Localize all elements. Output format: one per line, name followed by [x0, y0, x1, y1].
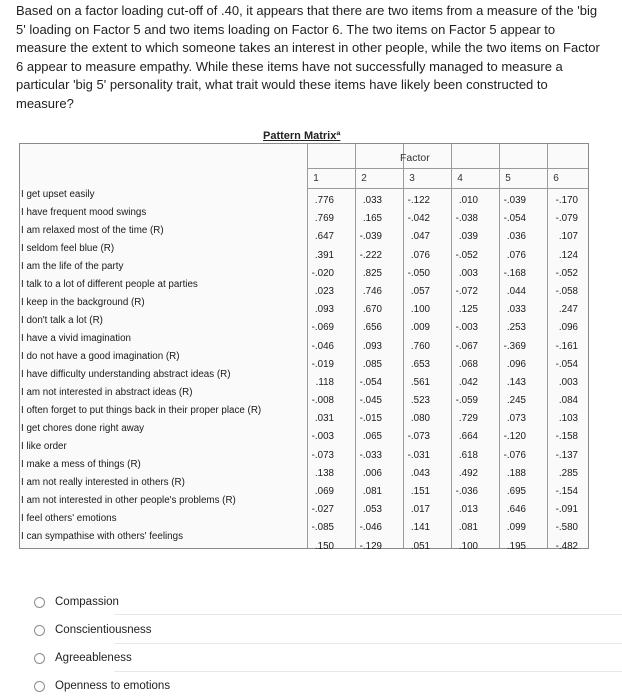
loading-value: -.015	[359, 413, 382, 425]
loading-value: .017	[410, 504, 430, 516]
loading-value: .141	[410, 522, 430, 534]
loading-value: .245	[506, 395, 526, 407]
item-label: I am not interested in other people's problems (R)	[21, 495, 236, 506]
option-label: Agreeableness	[55, 652, 132, 664]
option-openness-to-emotions[interactable]	[34, 676, 594, 696]
loading-value: .391	[314, 249, 334, 261]
loading-value: .195	[506, 540, 526, 552]
loading-value: -.020	[311, 267, 334, 279]
loading-value: .100	[410, 304, 430, 316]
item-label: I am the life of the party	[21, 261, 124, 272]
loading-value: .118	[315, 376, 334, 388]
loading-value: .561	[410, 376, 430, 388]
loading-value: -.054	[359, 376, 382, 388]
loading-value: -.154	[555, 486, 578, 497]
loading-value: -.003	[311, 431, 334, 443]
loading-value: -.045	[359, 395, 382, 407]
loading-value: .080	[410, 413, 430, 425]
loading-value: .695	[506, 486, 526, 497]
loading-value: .653	[410, 358, 430, 370]
loading-value: .096	[558, 322, 578, 334]
loading-value: .043	[410, 467, 430, 479]
column-header-1: 1	[313, 173, 319, 184]
loading-value: .081	[362, 486, 382, 497]
loading-value: .285	[558, 467, 578, 479]
loading-value: .647	[314, 231, 334, 243]
loading-value: .776	[314, 195, 334, 206]
item-label: I seldom feel blue (R)	[21, 243, 115, 254]
option-label: Openness to emotions	[55, 680, 171, 692]
loading-value: -.170	[555, 195, 578, 206]
loading-value: .010	[458, 195, 478, 206]
table-divider	[307, 168, 588, 169]
item-label: I have difficulty understanding abstract ideas (R)	[21, 369, 231, 380]
factor-4-values	[440, 192, 478, 556]
item-label: I often forget to put things back in their proper place (R)	[21, 405, 262, 416]
option-divider	[114, 614, 622, 615]
factor-2-values	[344, 192, 382, 556]
loading-value: .107	[558, 231, 578, 243]
loading-value: .143	[506, 376, 526, 388]
loading-value: .150	[314, 540, 334, 552]
loading-value: .065	[362, 431, 382, 443]
radio-button[interactable]	[34, 681, 45, 692]
loading-value: -.052	[555, 267, 578, 279]
loading-value: .100	[458, 540, 478, 552]
loading-value: .003	[558, 376, 578, 388]
loading-value: -.122	[407, 195, 430, 206]
loading-value: .031	[314, 413, 334, 425]
loading-value: .023	[314, 285, 334, 297]
loading-value: .047	[410, 231, 430, 243]
loading-value: -.036	[455, 486, 478, 497]
loading-value: .729	[458, 413, 478, 425]
loading-value: -.158	[555, 431, 578, 443]
radio-button[interactable]	[34, 653, 45, 664]
loading-value: -.033	[359, 449, 382, 461]
loading-value: -.039	[359, 231, 382, 243]
pattern-matrix-title: Pattern Matrixª	[263, 130, 341, 142]
loading-value: .039	[458, 231, 478, 243]
option-compassion[interactable]	[34, 592, 594, 612]
loading-value: -.076	[503, 449, 526, 461]
item-label: I am relaxed most of the time (R)	[21, 225, 164, 236]
loading-value: .006	[362, 467, 382, 479]
item-label: I am not interested in abstract ideas (R)	[21, 387, 193, 398]
item-label: I don't talk a lot (R)	[21, 315, 103, 326]
loading-value: -.019	[311, 358, 334, 370]
loading-value: -.091	[555, 504, 578, 516]
loading-value: .076	[410, 249, 430, 261]
loading-value: -.072	[455, 285, 478, 297]
factor-6-values	[536, 192, 578, 556]
loading-value: .003	[458, 267, 478, 279]
loading-value: .670	[362, 304, 382, 316]
loading-value: -.046	[311, 340, 334, 352]
column-header-6: 6	[553, 173, 559, 184]
loading-value: -.050	[407, 267, 430, 279]
loading-value: .033	[506, 304, 526, 316]
loading-value: -.079	[555, 213, 578, 225]
loading-value: .746	[362, 285, 382, 297]
loading-value: .042	[458, 376, 478, 388]
loading-value: .124	[558, 249, 578, 261]
loading-value: .013	[458, 504, 478, 516]
loading-value: -.038	[455, 213, 478, 225]
loading-value: -.580	[555, 522, 578, 534]
loading-value: .769	[314, 213, 334, 225]
loading-value: .664	[458, 431, 478, 443]
column-header-5: 5	[505, 173, 511, 184]
loading-value: -.052	[455, 249, 478, 261]
loading-value: .057	[410, 285, 430, 297]
item-label: I talk to a lot of different people at parties	[21, 279, 198, 290]
option-label: Conscientiousness	[55, 624, 152, 636]
loading-value: .009	[410, 322, 430, 334]
loading-value: .103	[558, 413, 578, 425]
loading-value: -.042	[407, 213, 430, 225]
radio-button[interactable]	[34, 625, 45, 636]
radio-button[interactable]	[34, 597, 45, 608]
item-label: I get chores done right away	[21, 423, 145, 434]
loading-value: -.046	[359, 522, 382, 534]
loading-value: -.069	[311, 322, 334, 334]
loading-value: .188	[506, 467, 526, 479]
loading-value: .096	[506, 358, 526, 370]
column-header-4: 4	[457, 173, 463, 184]
item-label: I like order	[21, 441, 67, 452]
loading-value: .085	[362, 358, 382, 370]
option-agreeableness[interactable]	[34, 648, 594, 668]
loading-value: .138	[314, 467, 334, 479]
loading-value: .053	[362, 504, 382, 516]
loading-value: .081	[458, 522, 478, 534]
loading-value: .044	[506, 285, 526, 297]
loading-value: .051	[410, 540, 430, 552]
item-label: I can sympathise with others' feelings	[21, 531, 183, 542]
option-divider	[114, 671, 622, 672]
loading-value: -.059	[455, 395, 478, 407]
loading-value: .656	[362, 322, 382, 334]
item-label: I have a vivid imagination	[21, 333, 132, 344]
loading-value: .618	[458, 449, 478, 461]
loading-value: .646	[506, 504, 526, 516]
loading-value: .523	[410, 395, 430, 407]
loading-value: .151	[410, 486, 430, 497]
factor-header: Factor	[400, 152, 430, 164]
option-divider	[114, 643, 622, 644]
factor-5-values	[488, 192, 526, 556]
loading-value: -.120	[503, 431, 526, 443]
loading-value: -.031	[407, 449, 430, 461]
loading-value: .253	[506, 322, 526, 334]
table-divider	[307, 188, 588, 189]
loading-value: .093	[314, 304, 334, 316]
loading-value: -.073	[407, 431, 430, 443]
item-label: I keep in the background (R)	[21, 297, 145, 308]
item-label: I have frequent mood swings	[21, 207, 147, 218]
loading-value: -.168	[503, 267, 526, 279]
loading-value: .125	[458, 304, 478, 316]
loading-value: -.067	[455, 340, 478, 352]
column-header-3: 3	[409, 173, 415, 184]
loading-value: .069	[314, 486, 334, 497]
loading-value: -.027	[311, 504, 334, 516]
item-label: I get upset easily	[21, 189, 95, 200]
option-conscientiousness[interactable]	[34, 620, 594, 640]
loading-value: -.008	[311, 395, 334, 407]
loading-value: .036	[506, 231, 526, 243]
loading-value: .825	[362, 267, 382, 279]
loading-value: -.085	[311, 522, 334, 534]
loading-value: .165	[362, 213, 382, 225]
loading-value: -.137	[555, 449, 578, 461]
loading-value: .093	[362, 340, 382, 352]
question-text: Based on a factor loading cut-off of .40, it appears that there are two items from a measure of the 'big 5' loading on Factor 5 and two items loading on Factor 6. The two items on Factor 5 appear to measure the extent to which someone takes an interest in other people, while the two items on Factor 6 appear to measure empathy. While these items have not successfully managed to measure a particular 'big 5' personality trait, what trait would these items have likely been constructed to measure?	[16, 3, 600, 111]
loading-value: .084	[558, 395, 578, 407]
loading-value: -.073	[311, 449, 334, 461]
factor-1-values	[296, 192, 334, 556]
loading-value: -.222	[359, 249, 382, 261]
loading-value: .099	[506, 522, 526, 534]
loading-value: -.369	[503, 340, 526, 352]
loading-value: -.161	[555, 340, 578, 352]
factor-3-values	[392, 192, 430, 556]
loading-value: -.054	[503, 213, 526, 225]
item-list	[21, 186, 301, 546]
item-label: I feel others' emotions	[21, 513, 117, 524]
loading-value: .076	[506, 249, 526, 261]
loading-value: .492	[458, 467, 478, 479]
option-label: Compassion	[55, 596, 119, 608]
loading-value: .073	[506, 413, 526, 425]
loading-value: -.054	[555, 358, 578, 370]
loading-value: .247	[558, 304, 578, 316]
loading-value: .068	[458, 358, 478, 370]
item-label: I am not really interested in others (R)	[21, 477, 185, 488]
column-header-2: 2	[361, 173, 367, 184]
loading-value: -.003	[455, 322, 478, 334]
loading-value: -.482	[555, 540, 578, 552]
item-label: I make a mess of things (R)	[21, 459, 141, 470]
loading-value: -.039	[503, 195, 526, 206]
loading-value: -.129	[359, 540, 382, 552]
loading-value: -.058	[555, 285, 578, 297]
loading-value: .033	[362, 195, 382, 206]
loading-value: .760	[410, 340, 430, 352]
item-label: I do not have a good imagination (R)	[21, 351, 180, 362]
